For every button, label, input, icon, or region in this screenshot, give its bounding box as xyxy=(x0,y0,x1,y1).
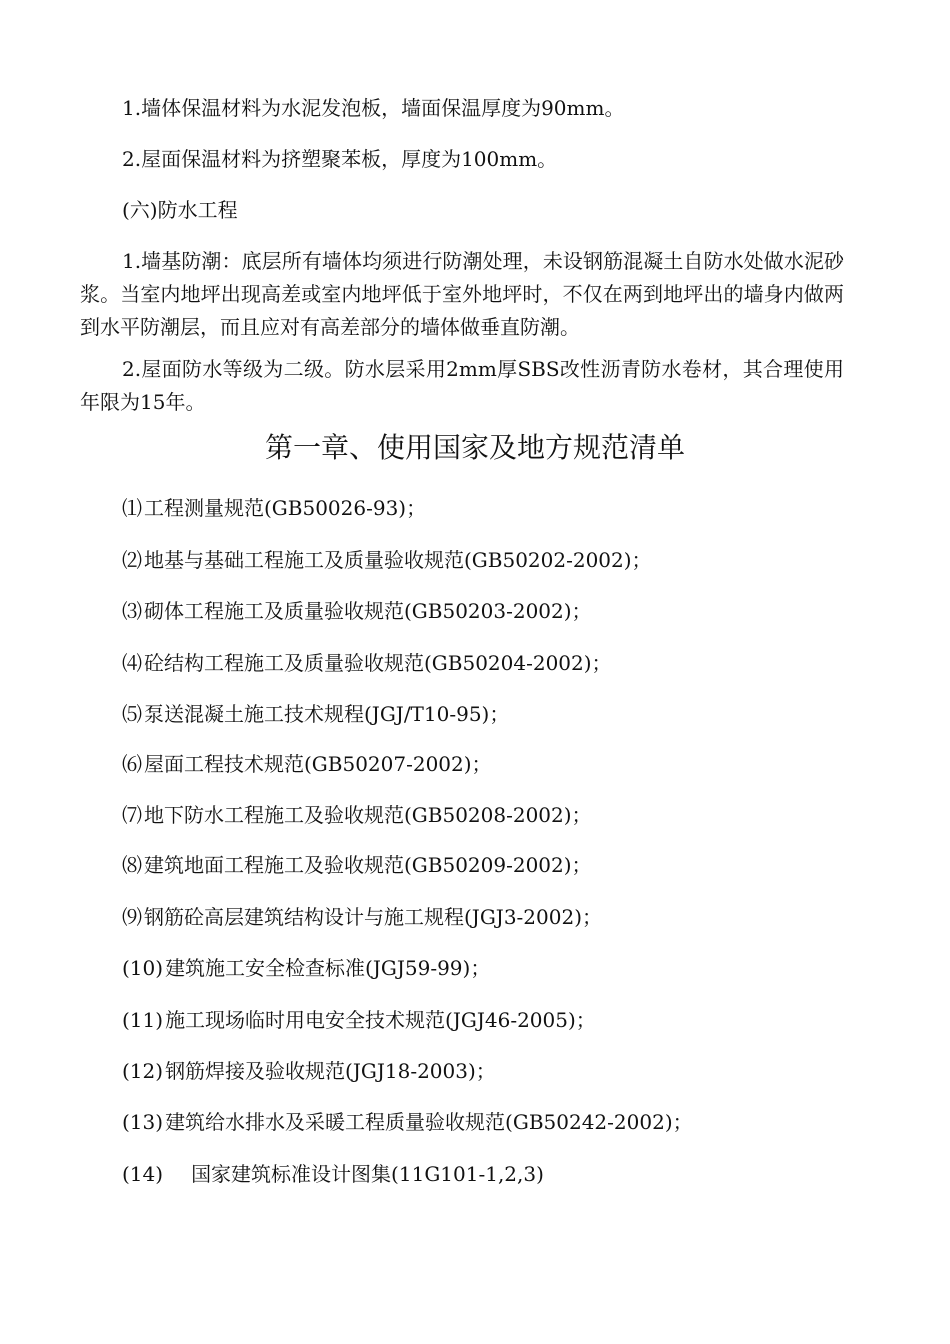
chapter-heading: 第一章、使用国家及地方规范清单 xyxy=(264,431,685,464)
section-waterproofing-title: (六)防水工程 xyxy=(122,198,238,222)
list-item-number: (12) xyxy=(122,1059,164,1083)
wall-base-damp-paragraph: 1.墙基防潮：底层所有墙体均须进行防潮处理，未设钢筋混凝土自防水处做水泥砂浆。当室内地坪出现高差或室内地坪低于室外地坪时，不仅在两到地坪出的墙身内做两到水平防潮层，而且应对有高差部分的墙体做垂直防潮。 xyxy=(80,249,844,339)
list-item-number: ⑶ xyxy=(122,599,142,623)
list-item-text: 钢筋砼高层建筑结构设计与施工规程(JGJ3-2002)； xyxy=(144,905,602,929)
list-item-text: 建筑施工安全检查标准(JGJ59-99)； xyxy=(165,956,491,980)
list-item-number: (10) xyxy=(122,956,164,980)
list-item-text: 屋面工程技术规范(GB50207-2002)； xyxy=(144,752,492,776)
list-item xyxy=(122,952,490,985)
list-item xyxy=(122,748,492,781)
list-item-text: 钢筋焊接及验收规范(JGJ18-2003)； xyxy=(165,1059,496,1083)
list-item xyxy=(122,901,602,934)
list-item xyxy=(122,1158,544,1191)
list-item-number: ⑹ xyxy=(122,752,142,776)
list-item-number: (14) xyxy=(122,1162,164,1186)
list-item xyxy=(122,1004,596,1037)
list-item-number: (13) xyxy=(122,1110,164,1134)
list-item xyxy=(122,1055,496,1088)
list-item xyxy=(122,1106,693,1139)
list-item-text: 国家建筑标准设计图集(11G101-1,2,3) xyxy=(191,1162,544,1186)
insulation-wall-line: 1.墙体保温材料为水泥发泡板，墙面保温厚度为90mm。 xyxy=(122,96,625,120)
list-item xyxy=(122,492,426,525)
list-item xyxy=(122,595,592,628)
list-item-text: 地下防水工程施工及验收规范(GB50208-2002)； xyxy=(144,803,592,827)
list-item-text: 泵送混凝土施工技术规程(JGJ/T10-95)； xyxy=(144,702,510,726)
insulation-roof-line: 2.屋面保温材料为挤塑聚苯板，厚度为100mm。 xyxy=(122,147,558,171)
list-item-text: 建筑地面工程施工及验收规范(GB50209-2002)； xyxy=(144,853,592,877)
list-item-text: 建筑给水排水及采暖工程质量验收规范(GB50242-2002)； xyxy=(165,1110,693,1134)
list-item-number: ⑵ xyxy=(122,548,142,572)
list-item-number: ⑻ xyxy=(122,853,142,877)
list-item-text: 施工现场临时用电安全技术规范(JGJ46-2005)； xyxy=(165,1008,596,1032)
list-item-number: ⑷ xyxy=(122,651,142,675)
list-item xyxy=(122,647,612,680)
list-item-text: 砌体工程施工及质量验收规范(GB50203-2002)； xyxy=(144,599,592,623)
list-item xyxy=(122,544,652,577)
list-item-number: (11) xyxy=(122,1008,164,1032)
list-item-number: ⑼ xyxy=(122,905,142,929)
list-item-number: ⑸ xyxy=(122,702,142,726)
list-item-text: 工程测量规范(GB50026-93)； xyxy=(144,496,427,520)
list-item xyxy=(122,799,592,832)
list-item-number: ⑺ xyxy=(122,803,142,827)
list-item-number: ⑴ xyxy=(122,496,142,520)
roof-waterproof-paragraph: 2.屋面防水等级为二级。防水层采用2mm厚SBS改性沥青防水卷材，其合理使用年限为15年。 xyxy=(80,357,844,414)
list-item xyxy=(122,849,592,882)
list-item-text: 砼结构工程施工及质量验收规范(GB50204-2002)； xyxy=(144,651,612,675)
list-item-text: 地基与基础工程施工及质量验收规范(GB50202-2002)； xyxy=(144,548,652,572)
list-item xyxy=(122,698,509,731)
